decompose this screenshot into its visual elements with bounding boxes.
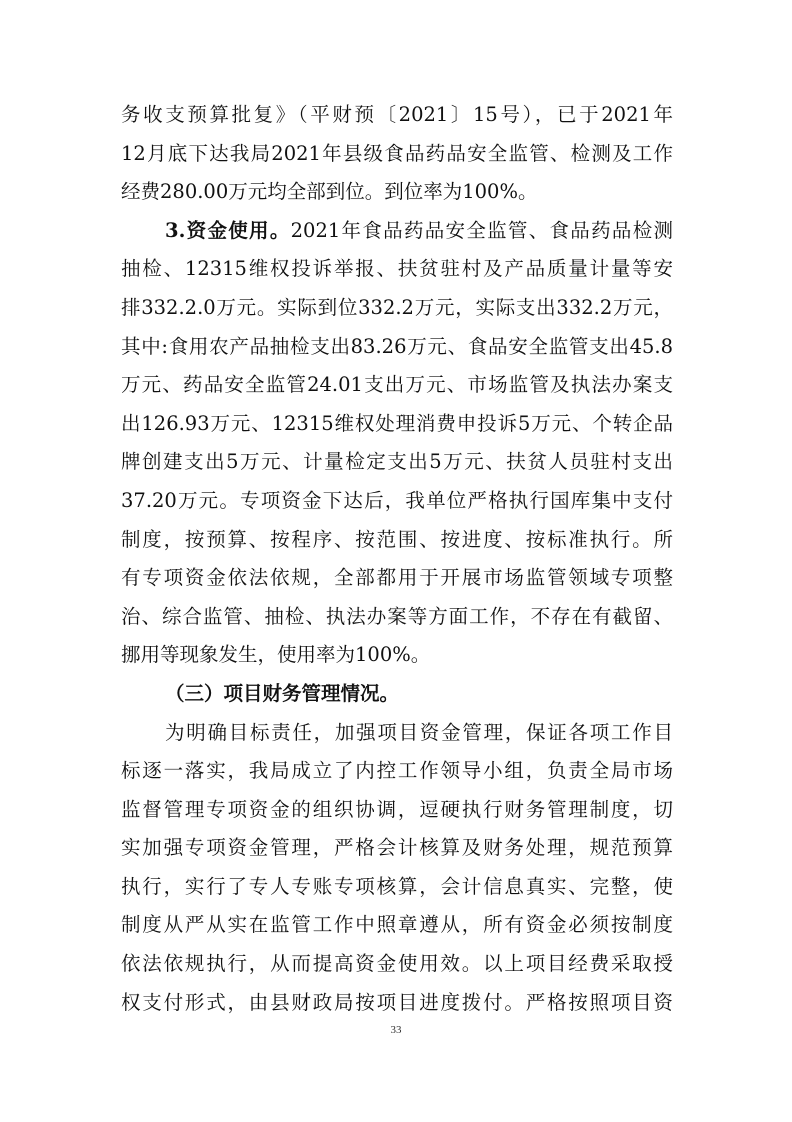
paragraph-line: 标逐一落实，我局成立了内控工作领导小组，负责全局市场	[121, 759, 673, 783]
paragraph-line: 挪用等现象发生，使用率为100%。	[121, 643, 431, 667]
paragraph-line: 牌创建支出5万元、计量检定支出5万元、扶贫人员驻村支出	[121, 450, 673, 474]
paragraph-line: 监督管理专项资金的组织协调，逗硬执行财务管理制度，切	[121, 797, 673, 821]
paragraph-line: 为明确目标责任，加强项目资金管理，保证各项工作目	[165, 720, 673, 744]
subheading-fund-use: 3.资金使用。	[165, 218, 291, 242]
paragraph-line: 37.20万元。专项资金下达后，我单位严格执行国库集中支付	[121, 488, 673, 512]
paragraph-line: 12月底下达我局2021年县级食品药品安全监管、检测及工作	[121, 141, 673, 165]
paragraph-line: 务收支预算批复》（平财预〔2021〕15号），已于2021年	[121, 103, 673, 126]
paragraph-line: 制度，按预算、按程序、按范围、按进度、按标准执行。所	[121, 527, 673, 551]
document-body	[121, 96, 673, 1022]
page-number: 33	[390, 1024, 402, 1036]
paragraph-line: 实加强专项资金管理，严格会计核算及财务处理，规范预算	[121, 836, 673, 860]
paragraph-line: 排332.2.0万元。实际到位332.2万元，实际支出332.2万元，	[121, 295, 673, 319]
paragraph-line: 依法依规执行，从而提高资金使用效。以上项目经费采取授	[121, 952, 673, 976]
section-heading: （三）项目财务管理情况。	[165, 681, 400, 705]
paragraph-line: 万元、药品安全监管24.01支出万元、市场监管及执法办案支	[121, 373, 673, 397]
paragraph-line: 有专项资金依法依规，全部都用于开展市场监管领域专项整	[121, 566, 673, 590]
paragraph-line	[121, 212, 673, 251]
paragraph-line: 经费280.00万元均全部到位。到位率为100%。	[121, 180, 538, 204]
paragraph-text: 2021年食品药品安全监管、食品药品检测	[290, 218, 673, 242]
paragraph-line: 治、综合监管、抽检、执法办案等方面工作，不存在有截留、	[121, 604, 673, 628]
paragraph-line: 制度从严从实在监管工作中照章遵从，所有资金必须按制度	[121, 913, 673, 937]
paragraph-line: 抽检、12315维权投诉举报、扶贫驻村及产品质量计量等安	[121, 257, 673, 281]
paragraph-line: 其中:食用农产品抽检支出83.26万元、食品安全监管支出45.8	[121, 334, 673, 358]
paragraph-line: 权支付形式，由县财政局按项目进度拨付。严格按照项目资	[121, 990, 673, 1014]
paragraph-line: 执行，实行了专人专账专项核算，会计信息真实、完整，使	[121, 874, 673, 898]
paragraph-line: 出126.93万元、12315维权处理消费申投诉5万元、个转企品	[121, 411, 673, 435]
